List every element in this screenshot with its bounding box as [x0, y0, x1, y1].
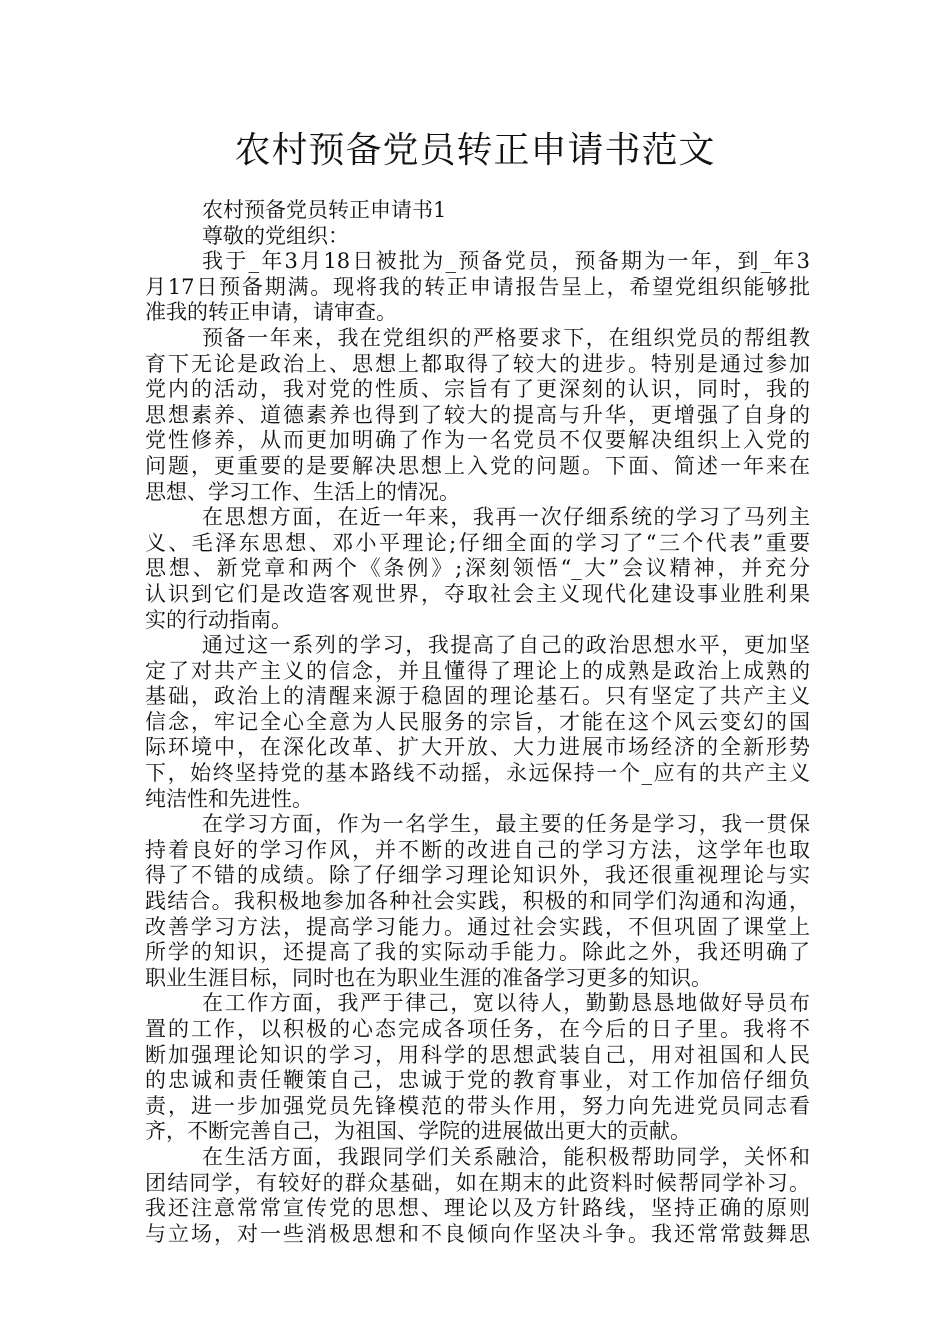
text-line: 断加强理论知识的学习，用科学的思想武装自己，用对祖国和人民 — [145, 1042, 810, 1067]
text-line: 在思想方面，在近一年来，我再一次仔细系统的学习了马列主 — [202, 505, 810, 530]
text-line: 我于_年3月18日被批为_预备党员，预备期为一年，到_年3 — [202, 249, 810, 274]
text-line: 与立场，对一些消极思想和不良倾向作坚决斗争。我还常常鼓舞思 — [145, 1221, 810, 1246]
text-line: 准我的转正申请，请审查。 — [145, 300, 397, 325]
text-line: 置的工作，以积极的心态完成各项任务，在今后的日子里。我将不 — [145, 1017, 810, 1041]
text-line: 基础，政治上的清醒来源于稳固的理论基石。只有坚定了共产主义 — [145, 684, 810, 709]
text-line: 认识到它们是改造客观世界，夺取社会主义现代化建设事业胜利果 — [145, 581, 810, 606]
text-line: 思想素养、道德素养也得到了较大的提高与升华，更增强了自身的 — [145, 402, 810, 427]
text-line: 的忠诚和责任鞭策自己，忠诚于党的教育事业，对工作加倍仔细负 — [145, 1068, 810, 1093]
document-body — [145, 198, 810, 1247]
text-line: 育下无论是政治上、思想上都取得了较大的进步。特别是通过参加 — [145, 351, 810, 376]
text-line: 在工作方面，我严于律己，宽以待人，勤勤恳恳地做好导员布 — [202, 991, 810, 1016]
text-line: 持着良好的学习作风，并不断的改进自己的学习方法，这学年也取 — [145, 837, 810, 862]
document-title: 农村预备党员转正申请书范文 — [234, 130, 716, 171]
text-line: 实的行动指南。 — [145, 607, 292, 632]
text-line: 尊敬的党组织： — [202, 223, 349, 248]
text-line: 齐，不断完善自己，为祖国、学院的进展做出更大的贡献。 — [145, 1119, 691, 1144]
text-line: 团结同学，有较好的群众基础，如在期末的此资料时候帮同学补习。 — [145, 1170, 810, 1195]
text-line: 在学习方面，作为一名学生，最主要的任务是学习，我一贯保 — [202, 812, 810, 837]
text-line: 义、毛泽东思想、邓小平理论;仔细全面的学习了“三个代表”重要 — [145, 530, 810, 555]
text-line: 思想、新党章和两个《条例》;深刻领悟“_大”会议精神，并充分 — [145, 556, 810, 581]
text-line: 我还注意常常宣传党的思想、理论以及方针路线，坚持正确的原则 — [145, 1196, 810, 1221]
text-line: 际环境中，在深化改革、扩大开放、大力进展市场经济的全新形势 — [145, 735, 810, 760]
text-line: 所学的知识，还提高了我的实际动手能力。除此之外，我还明确了 — [145, 940, 810, 965]
text-line: 通过这一系列的学习，我提高了自己的政治思想水平，更加坚 — [202, 633, 810, 658]
text-line: 月17日预备期满。现将我的转正申请报告呈上，希望党组织能够批 — [145, 274, 810, 299]
text-line: 党内的活动，我对党的性质、宗旨有了更深刻的认识，同时，我的 — [145, 377, 810, 402]
text-line: 思想、学习工作、生活上的情况。 — [145, 479, 460, 504]
text-line: 责，进一步加强党员先锋模范的带头作用，努力向先进党员同志看 — [145, 1093, 810, 1118]
text-line: 定了对共产主义的信念，并且懂得了理论上的成熟是政治上成熟的 — [145, 658, 810, 683]
text-line: 得了不错的成绩。除了仔细学习理论知识外，我还很重视理论与实 — [145, 863, 810, 888]
text-line: 纯洁性和先进性。 — [145, 786, 313, 811]
text-line: 践结合。我积极地参加各种社会实践，积极的和同学们沟通和沟通， — [145, 889, 810, 914]
text-line: 在生活方面，我跟同学们关系融洽，能积极帮助同学，关怀和 — [202, 1144, 810, 1169]
text-line: 党性修养，从而更加明确了作为一名党员不仅要解决组织上入党的 — [145, 428, 810, 453]
text-line: 信念，牢记全心全意为人民服务的宗旨，才能在这个风云变幻的国 — [145, 709, 810, 734]
text-line: 职业生涯目标，同时也在为职业生涯的准备学习更多的知识。 — [145, 965, 712, 990]
text-line: 农村预备党员转正申请书1 — [202, 198, 447, 222]
text-line: 问题，更重要的是要解决思想上入党的问题。下面、简述一年来在 — [145, 453, 810, 478]
text-line: 改善学习方法，提高学习能力。通过社会实践，不但巩固了课堂上 — [145, 914, 810, 939]
text-line: 下，始终坚持党的基本路线不动摇，永远保持一个_应有的共产主义 — [145, 761, 810, 786]
text-line: 预备一年来，我在党组织的严格要求下，在组织党员的帮组教 — [202, 325, 810, 350]
